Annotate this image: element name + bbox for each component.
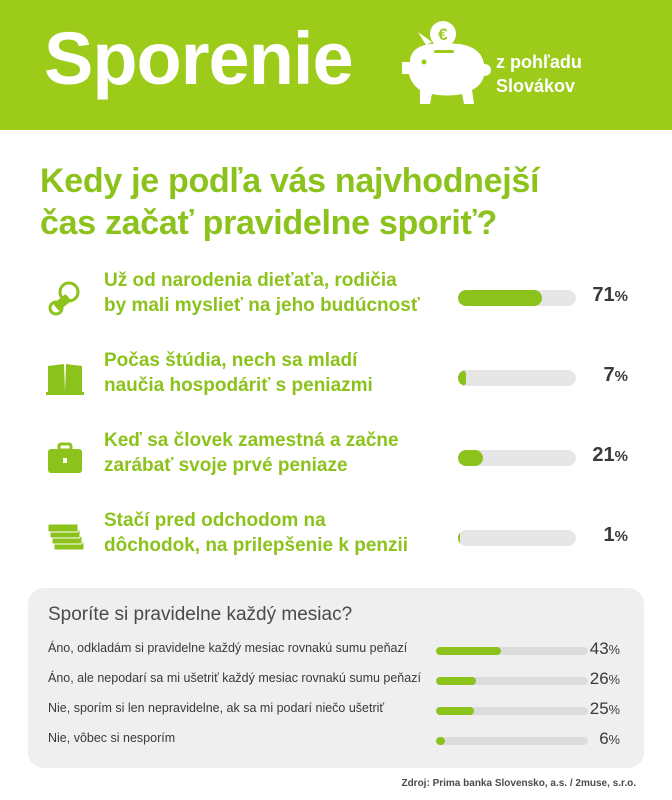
chart-1-bar-track (458, 370, 576, 386)
chart-2-category-label: Áno, ale nepodarí sa mi ušetriť každý mesiac rovnakú sumu peňazí (48, 671, 421, 685)
chart-2-bar-track (436, 737, 588, 745)
chart-1-bar (458, 530, 460, 546)
chart-1-bar (458, 370, 466, 386)
pacifier-icon (44, 276, 86, 318)
header-banner (0, 0, 672, 130)
chart-2-unit: % (608, 732, 620, 747)
chart-1-row (0, 428, 672, 498)
chart-1-value-label (582, 444, 628, 467)
chart-1-unit: % (614, 448, 628, 465)
chart-2-value-label (578, 669, 620, 689)
chart-1-category-label-line: zarábať svoje prvé peniaze (104, 455, 348, 476)
chart-2-bar-track (436, 647, 588, 655)
piggy-bank-icon (396, 18, 496, 108)
chart-1-bar-track (458, 450, 576, 466)
chart-2-row (28, 638, 644, 662)
chart-1-title (40, 160, 650, 244)
chart-2-bar (436, 647, 501, 655)
chart-1-value-label (582, 284, 628, 307)
subtitle (496, 50, 582, 98)
chart-1-category-label (104, 268, 444, 318)
chart-1-bar (458, 450, 483, 466)
chart-1-bar-track (458, 530, 576, 546)
chart-2-bar-track (436, 707, 588, 715)
chart-2-value-label (578, 639, 620, 659)
chart-1-value: 71 (592, 284, 615, 306)
chart-1-bar (458, 290, 542, 306)
chart-2-unit: % (608, 642, 620, 657)
chart-1-value-label (582, 364, 628, 387)
chart-1-category-label-line: naučia hospodáriť s peniazmi (104, 375, 373, 396)
chart-2-bar-track (436, 677, 588, 685)
chart-1-category-label (104, 508, 444, 558)
chart-1-category-label (104, 428, 444, 478)
chart-2-value: 26 (589, 669, 609, 688)
chart-1-title-line-2: čas začať pravidelne sporiť? (40, 204, 497, 242)
chart-2-bar (436, 677, 476, 685)
coin-symbol: € (438, 25, 448, 44)
chart-1-value: 1 (603, 524, 615, 546)
chart-2-category-label: Nie, sporím si len nepravidelne, ak sa mi podarí niečo ušetriť (48, 701, 385, 715)
chart-2-value: 25 (589, 699, 609, 718)
chart-2-row (28, 698, 644, 722)
book-icon (44, 356, 86, 398)
chart-1-unit: % (614, 368, 628, 385)
chart-2-bar (436, 707, 474, 715)
chart-2-value: 6 (599, 729, 609, 748)
chart-1-category-label-line: Keď sa človek zamestná a začne (104, 430, 399, 451)
chart-1-unit: % (614, 528, 628, 545)
chart-2-title: Sporíte si pravidelne každý mesiac? (48, 604, 353, 625)
chart-2-category-label: Áno, odkladám si pravidelne každý mesiac rovnakú sumu peňazí (48, 641, 408, 655)
chart-1-category-label (104, 348, 444, 398)
chart-2-category-label: Nie, vôbec si nesporím (48, 731, 176, 745)
chart-1-unit: % (614, 288, 628, 305)
chart-1-category-label-line: by mali myslieť na jeho budúcnosť (104, 295, 420, 316)
source-note: Zdroj: Prima banka Slovensko, a.s. / 2muse, s.r.o. (401, 778, 636, 789)
subtitle-line-1: z pohľadu (496, 52, 582, 72)
money-stack-icon (44, 516, 86, 558)
chart-1-value-label (582, 524, 628, 547)
chart-1-row (0, 348, 672, 418)
chart-2-row (28, 728, 644, 752)
chart-2-value-label (578, 729, 620, 749)
briefcase-icon (44, 436, 86, 478)
chart-2-value: 43 (589, 639, 609, 658)
chart-1-value: 21 (592, 444, 615, 466)
chart-1-category-label-line: Už od narodenia dieťaťa, rodičia (104, 270, 397, 291)
chart-2-panel (28, 588, 644, 768)
chart-1-title-line-1: Kedy je podľa vás najvhodnejší (40, 162, 540, 200)
chart-1-row (0, 268, 672, 338)
chart-1-category-label-line: Počas štúdia, nech sa mladí (104, 350, 358, 371)
chart-1-category-label-line: Stačí pred odchodom na (104, 510, 326, 531)
chart-2-unit: % (608, 702, 620, 717)
chart-1-value: 7 (603, 364, 615, 386)
chart-2-bar (436, 737, 445, 745)
chart-2-unit: % (608, 672, 620, 687)
chart-1-bar-track (458, 290, 576, 306)
chart-1-category-label-line: dôchodok, na prilepšenie k penzii (104, 535, 409, 556)
chart-2-value-label (578, 699, 620, 719)
chart-2-row (28, 668, 644, 692)
chart-1-row (0, 508, 672, 578)
subtitle-line-2: Slovákov (496, 76, 576, 96)
page-title: Sporenie (44, 17, 353, 100)
